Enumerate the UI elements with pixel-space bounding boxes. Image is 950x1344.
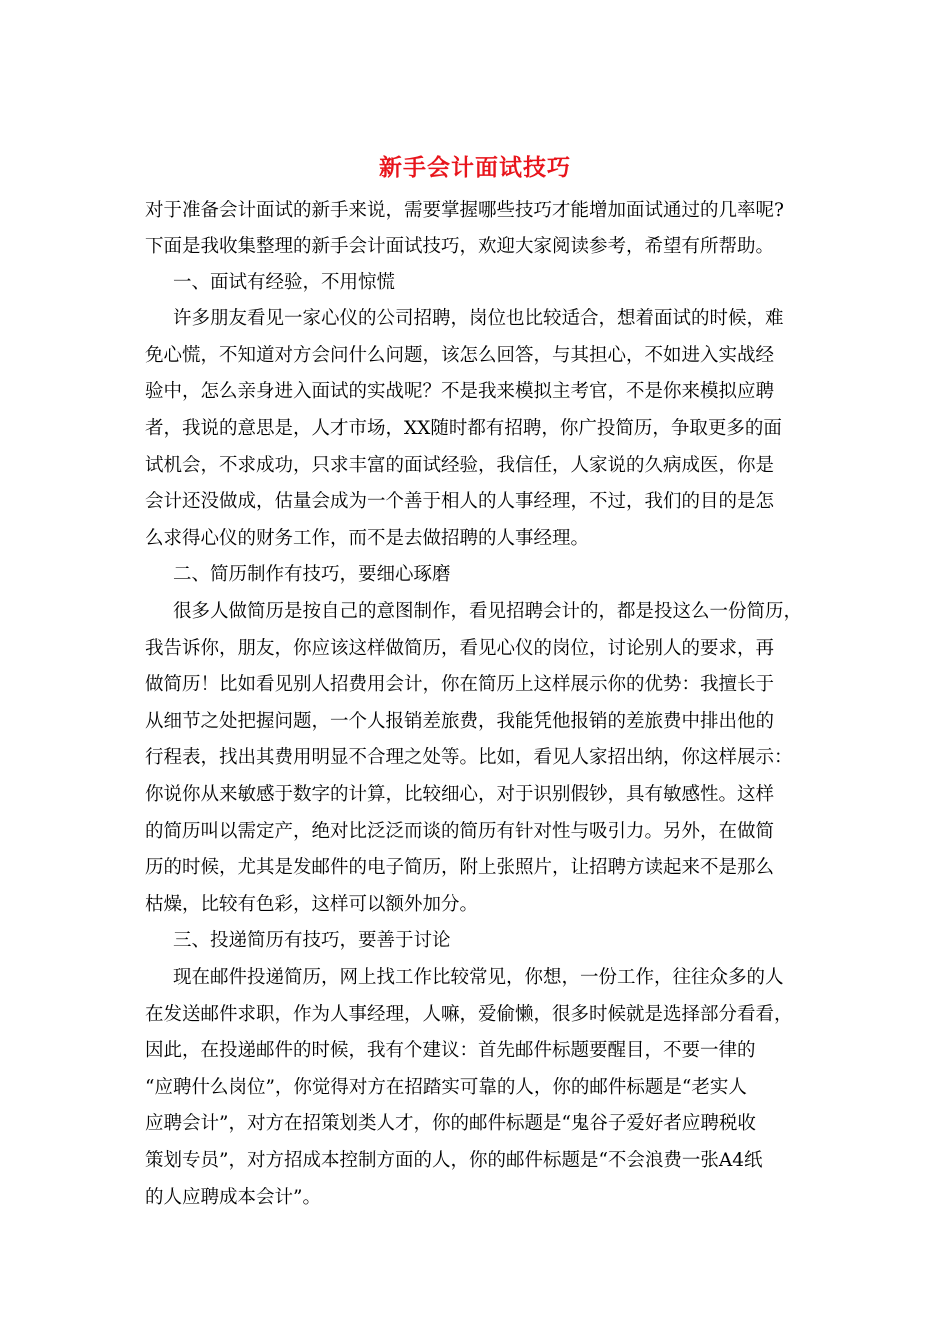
paragraph-line: 在发送邮件求职，作为人事经理，人嘛，爱偷懒，很多时候就是选择部分看看，: [145, 1004, 793, 1025]
paragraph-line: 历的时候，尤其是发邮件的电子简历，附上张照片，让招聘方读起来不是那么: [145, 857, 775, 878]
paragraph-line: 验中，怎么亲身进入面试的实战呢？不是我来模拟主考官，不是你来模拟应聘: [145, 381, 775, 402]
paragraph-line: 应聘会计”，对方在招策划类人才，你的邮件标题是“鬼谷子爱好者应聘税收: [145, 1113, 756, 1134]
section-heading: 一、面试有经验，不用惊慌: [173, 272, 396, 293]
paragraph-line: 因此，在投递邮件的时候，我有个建议：首先邮件标题要醒目，不要一律的: [145, 1040, 756, 1061]
paragraph-line: 者，我说的意思是，人才市场，XX随时都有招聘，你广投简历，争取更多的面: [145, 418, 782, 439]
paragraph-line: 会计还没做成，估量会成为一个善于相人的人事经理，不过，我们的目的是怎: [145, 491, 775, 512]
paragraph-line: 行程表，找出其费用明显不合理之处等。比如，看见人家招出纳，你这样展示：: [145, 747, 793, 768]
paragraph-line: 的简历叫以需定产，绝对比泛泛而谈的简历有针对性与吸引力。另外，在做简: [145, 821, 775, 842]
paragraph-line: 对于准备会计面试的新手来说，需要掌握哪些技巧才能增加面试通过的几率呢?: [145, 200, 784, 221]
paragraph-line: 免心慌，不知道对方会问什么问题，该怎么回答，与其担心，不如进入实战经: [145, 345, 775, 366]
paragraph-line: 我告诉你，朋友，你应该这样做简历，看见心仪的岗位，讨论别人的要求，再: [145, 638, 775, 659]
document-title: 新手会计面试技巧: [379, 154, 571, 181]
section-heading: 二、简历制作有技巧，要细心琢磨: [173, 564, 451, 585]
section-heading: 三、投递简历有技巧，要善于讨论: [173, 930, 451, 951]
paragraph-line: 策划专员”，对方招成本控制方面的人，你的邮件标题是“不会浪费一张A4纸: [145, 1150, 763, 1171]
paragraph-line: “应聘什么岗位”，你觉得对方在招踏实可靠的人，你的邮件标题是“老实人: [145, 1077, 747, 1098]
paragraph-line: 你说你从来敏感于数字的计算，比较细心，对于识别假钞，具有敏感性。这样: [145, 784, 775, 805]
paragraph-line: 从细节之处把握问题，一个人报销差旅费，我能凭他报销的差旅费中排出他的: [145, 711, 775, 732]
paragraph-line: 试机会，不求成功，只求丰富的面试经验，我信任，人家说的久病成医，你是: [145, 455, 775, 476]
paragraph-line: 下面是我收集整理的新手会计面试技巧，欢迎大家阅读参考，希望有所帮助。: [145, 236, 775, 257]
paragraph-line: 许多朋友看见一家心仪的公司招聘，岗位也比较适合，想着面试的时候，难: [173, 308, 784, 329]
paragraph-line: 的人应聘成本会计”。: [145, 1187, 321, 1208]
paragraph-line: 做简历！比如看见别人招费用会计，你在简历上这样展示你的优势：我擅长于: [145, 674, 775, 695]
paragraph-line: 么求得心仪的财务工作，而不是去做招聘的人事经理。: [145, 528, 590, 549]
paragraph-line: 枯燥，比较有色彩，这样可以额外加分。: [145, 894, 479, 915]
paragraph-line: 很多人做简历是按自己的意图制作，看见招聘会计的，都是投这么一份简历，: [173, 601, 803, 622]
paragraph-line: 现在邮件投递简历，网上找工作比较常见，你想，一份工作，往往众多的人: [173, 967, 784, 988]
